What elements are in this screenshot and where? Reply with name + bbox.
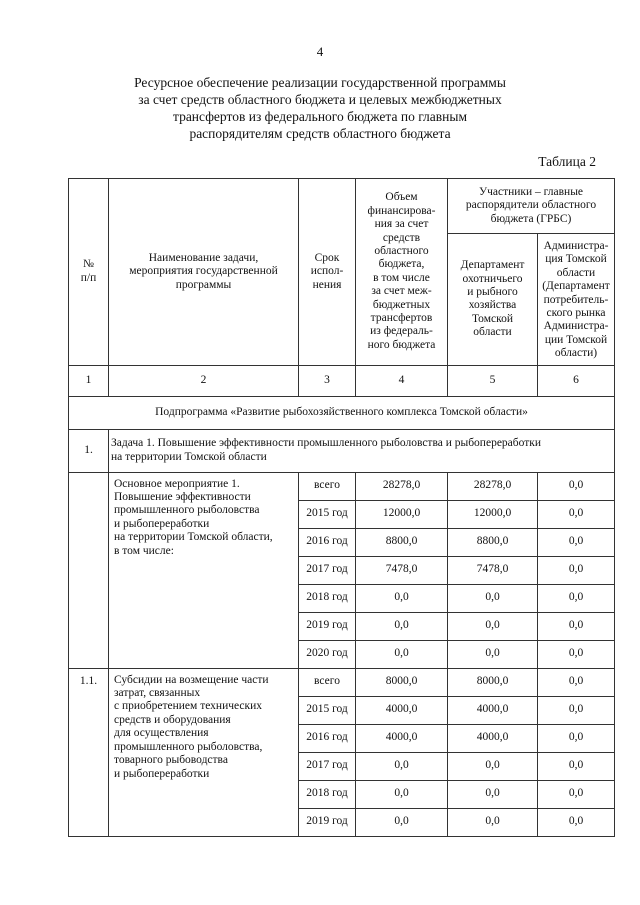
term-cell: 2015 год	[299, 696, 356, 724]
admin-cell: 0,0	[538, 500, 615, 528]
term-cell: 2016 год	[299, 724, 356, 752]
volume-cell: 8000,0	[356, 668, 448, 696]
header-line: Срок	[314, 251, 340, 264]
header-line: программы	[175, 278, 232, 291]
activity-number	[69, 472, 109, 668]
header-line: Объем	[385, 191, 418, 204]
term-cell: 2019 год	[299, 808, 356, 836]
admin-cell: 0,0	[538, 668, 615, 696]
header-line: Департамент	[460, 259, 525, 272]
volume-cell: 4000,0	[356, 724, 448, 752]
header-line: ного бюджета	[367, 338, 436, 351]
page-number: 4	[316, 44, 324, 59]
dept-cell: 0,0	[448, 752, 538, 780]
header-line: ции Томской	[544, 333, 608, 346]
subsidy-line: Субсидии на возмещение части	[114, 673, 269, 686]
header-line: области	[556, 266, 596, 279]
header-line: мероприятия государственной	[129, 265, 278, 278]
column-index: 2	[109, 365, 299, 396]
subprogram-title: Подпрограмма «Развитие рыбохозяйственного комплекса Томской области»	[69, 396, 615, 429]
header-line: ния за счет	[374, 218, 429, 231]
term-cell: 2017 год	[299, 556, 356, 584]
activity-line: промышленного рыболовства	[114, 504, 260, 517]
dept-cell: 8000,0	[448, 668, 538, 696]
dept-cell: 4000,0	[448, 724, 538, 752]
volume-cell: 12000,0	[356, 500, 448, 528]
header-line: Наименование задачи,	[148, 251, 259, 264]
header-line: областного	[374, 245, 429, 258]
term-cell: 2018 год	[299, 584, 356, 612]
admin-cell: 0,0	[538, 528, 615, 556]
activity-title	[109, 472, 299, 668]
volume-cell: 0,0	[356, 584, 448, 612]
table-row	[69, 472, 615, 500]
term-cell: 2020 год	[299, 640, 356, 668]
header-line: финансирова-	[367, 204, 436, 217]
header-line: испол-	[310, 265, 344, 278]
dept-cell: 0,0	[448, 780, 538, 808]
dept-cell: 8800,0	[448, 528, 538, 556]
header-line: за счет меж-	[371, 285, 432, 298]
title-line: Ресурсное обеспечение реализации государственной программы	[134, 75, 506, 90]
header-line: распорядители областного	[465, 199, 597, 212]
header-line: №	[83, 258, 94, 271]
subsidy-number: 1.1.	[69, 668, 109, 836]
dept-cell: 7478,0	[448, 556, 538, 584]
document-title	[110, 74, 530, 142]
dept-cell: 12000,0	[448, 500, 538, 528]
term-cell: всего	[299, 668, 356, 696]
term-cell: 2017 год	[299, 752, 356, 780]
term-cell: всего	[299, 472, 356, 500]
header-name	[109, 179, 299, 366]
dept-cell: 4000,0	[448, 696, 538, 724]
task-number: 1.	[69, 429, 109, 472]
title-line: трансфертов из федерального бюджета по главным	[173, 109, 467, 124]
column-index-row	[69, 365, 615, 396]
dept-cell: 0,0	[448, 640, 538, 668]
task-row	[69, 429, 615, 472]
header-line: охотничьего	[462, 272, 523, 285]
header-num	[69, 179, 109, 366]
admin-cell: 0,0	[538, 724, 615, 752]
header-line: бюджета (ГРБС)	[490, 212, 572, 225]
admin-cell: 0,0	[538, 808, 615, 836]
volume-cell: 0,0	[356, 612, 448, 640]
volume-cell: 7478,0	[356, 556, 448, 584]
term-cell: 2019 год	[299, 612, 356, 640]
header-line: ского рынка	[546, 307, 606, 320]
task-line: на территории Томской области	[111, 450, 267, 463]
dept-cell: 28278,0	[448, 472, 538, 500]
column-index: 6	[538, 365, 615, 396]
header-line: области	[473, 326, 512, 339]
volume-cell: 4000,0	[356, 696, 448, 724]
volume-cell: 0,0	[356, 752, 448, 780]
activity-line: и рыбопереработки	[114, 517, 210, 530]
admin-cell: 0,0	[538, 780, 615, 808]
subsidy-line: средств и оборудования	[114, 713, 231, 726]
task-line: Задача 1. Повышение эффективности промышленного рыболовства и рыбопереработки	[111, 437, 541, 450]
admin-cell: 0,0	[538, 612, 615, 640]
subsidy-line: с приобретением технических	[114, 700, 262, 713]
table-label: Таблица 2	[538, 154, 596, 169]
term-cell: 2015 год	[299, 500, 356, 528]
header-line: нения	[312, 278, 342, 291]
header-term	[299, 179, 356, 366]
header-line: Томской	[472, 312, 513, 325]
column-index: 3	[299, 365, 356, 396]
term-cell: 2018 год	[299, 780, 356, 808]
header-line: потребитель-	[543, 293, 609, 306]
header-line: Участники – главные	[478, 185, 584, 198]
header-line: бюджетных	[372, 298, 431, 311]
subprogram-row	[69, 396, 615, 429]
dept-cell: 0,0	[448, 808, 538, 836]
header-line: п/п	[80, 271, 97, 284]
admin-cell: 0,0	[538, 472, 615, 500]
activity-line: Основное мероприятие 1.	[114, 477, 240, 490]
column-index: 1	[69, 365, 109, 396]
column-index: 4	[356, 365, 448, 396]
header-line: и рыбного	[467, 285, 518, 298]
admin-cell: 0,0	[538, 640, 615, 668]
subsidy-line: промышленного рыболовства,	[114, 740, 263, 753]
subsidy-line: товарного рыбоводства	[114, 754, 228, 767]
header-dept	[448, 234, 538, 366]
dept-cell: 0,0	[448, 584, 538, 612]
activity-line: Повышение эффективности	[114, 491, 251, 504]
subsidy-line: и рыбопереработки	[114, 767, 210, 780]
header-volume	[356, 179, 448, 366]
column-index: 5	[448, 365, 538, 396]
subsidy-line: для осуществления	[114, 727, 209, 740]
admin-cell: 0,0	[538, 696, 615, 724]
header-line: ция Томской	[545, 253, 607, 266]
dept-cell: 0,0	[448, 612, 538, 640]
header-line: в том числе	[373, 271, 430, 284]
volume-cell: 8800,0	[356, 528, 448, 556]
volume-cell: 0,0	[356, 808, 448, 836]
header-line: средств	[382, 231, 421, 244]
task-title	[109, 429, 615, 472]
volume-cell: 28278,0	[356, 472, 448, 500]
header-line: трансфертов	[370, 312, 433, 325]
admin-cell: 0,0	[538, 752, 615, 780]
header-line: области)	[554, 347, 598, 360]
header-line: из федераль-	[370, 325, 433, 338]
admin-cell: 0,0	[538, 556, 615, 584]
subsidy-title	[109, 668, 299, 836]
activity-line: на территории Томской области,	[114, 531, 273, 544]
header-line: (Департамент	[542, 280, 610, 293]
volume-cell: 0,0	[356, 640, 448, 668]
subsidy-line: затрат, связанных	[114, 687, 201, 700]
header-line: бюджета,	[378, 258, 425, 271]
term-cell: 2016 год	[299, 528, 356, 556]
admin-cell: 0,0	[538, 584, 615, 612]
activity-line: в том числе:	[114, 544, 174, 557]
header-admin	[538, 234, 615, 366]
title-line: распорядителям средств областного бюджета	[189, 126, 451, 141]
resource-table	[68, 178, 615, 837]
header-participants	[448, 179, 615, 234]
header-line: хозяйства	[468, 299, 517, 312]
table-row	[69, 668, 615, 696]
header-line: Администра-	[543, 320, 609, 333]
volume-cell: 0,0	[356, 780, 448, 808]
title-line: за счет средств областного бюджета и целевых межбюджетных	[138, 92, 502, 107]
header-line: Администра-	[543, 240, 609, 252]
